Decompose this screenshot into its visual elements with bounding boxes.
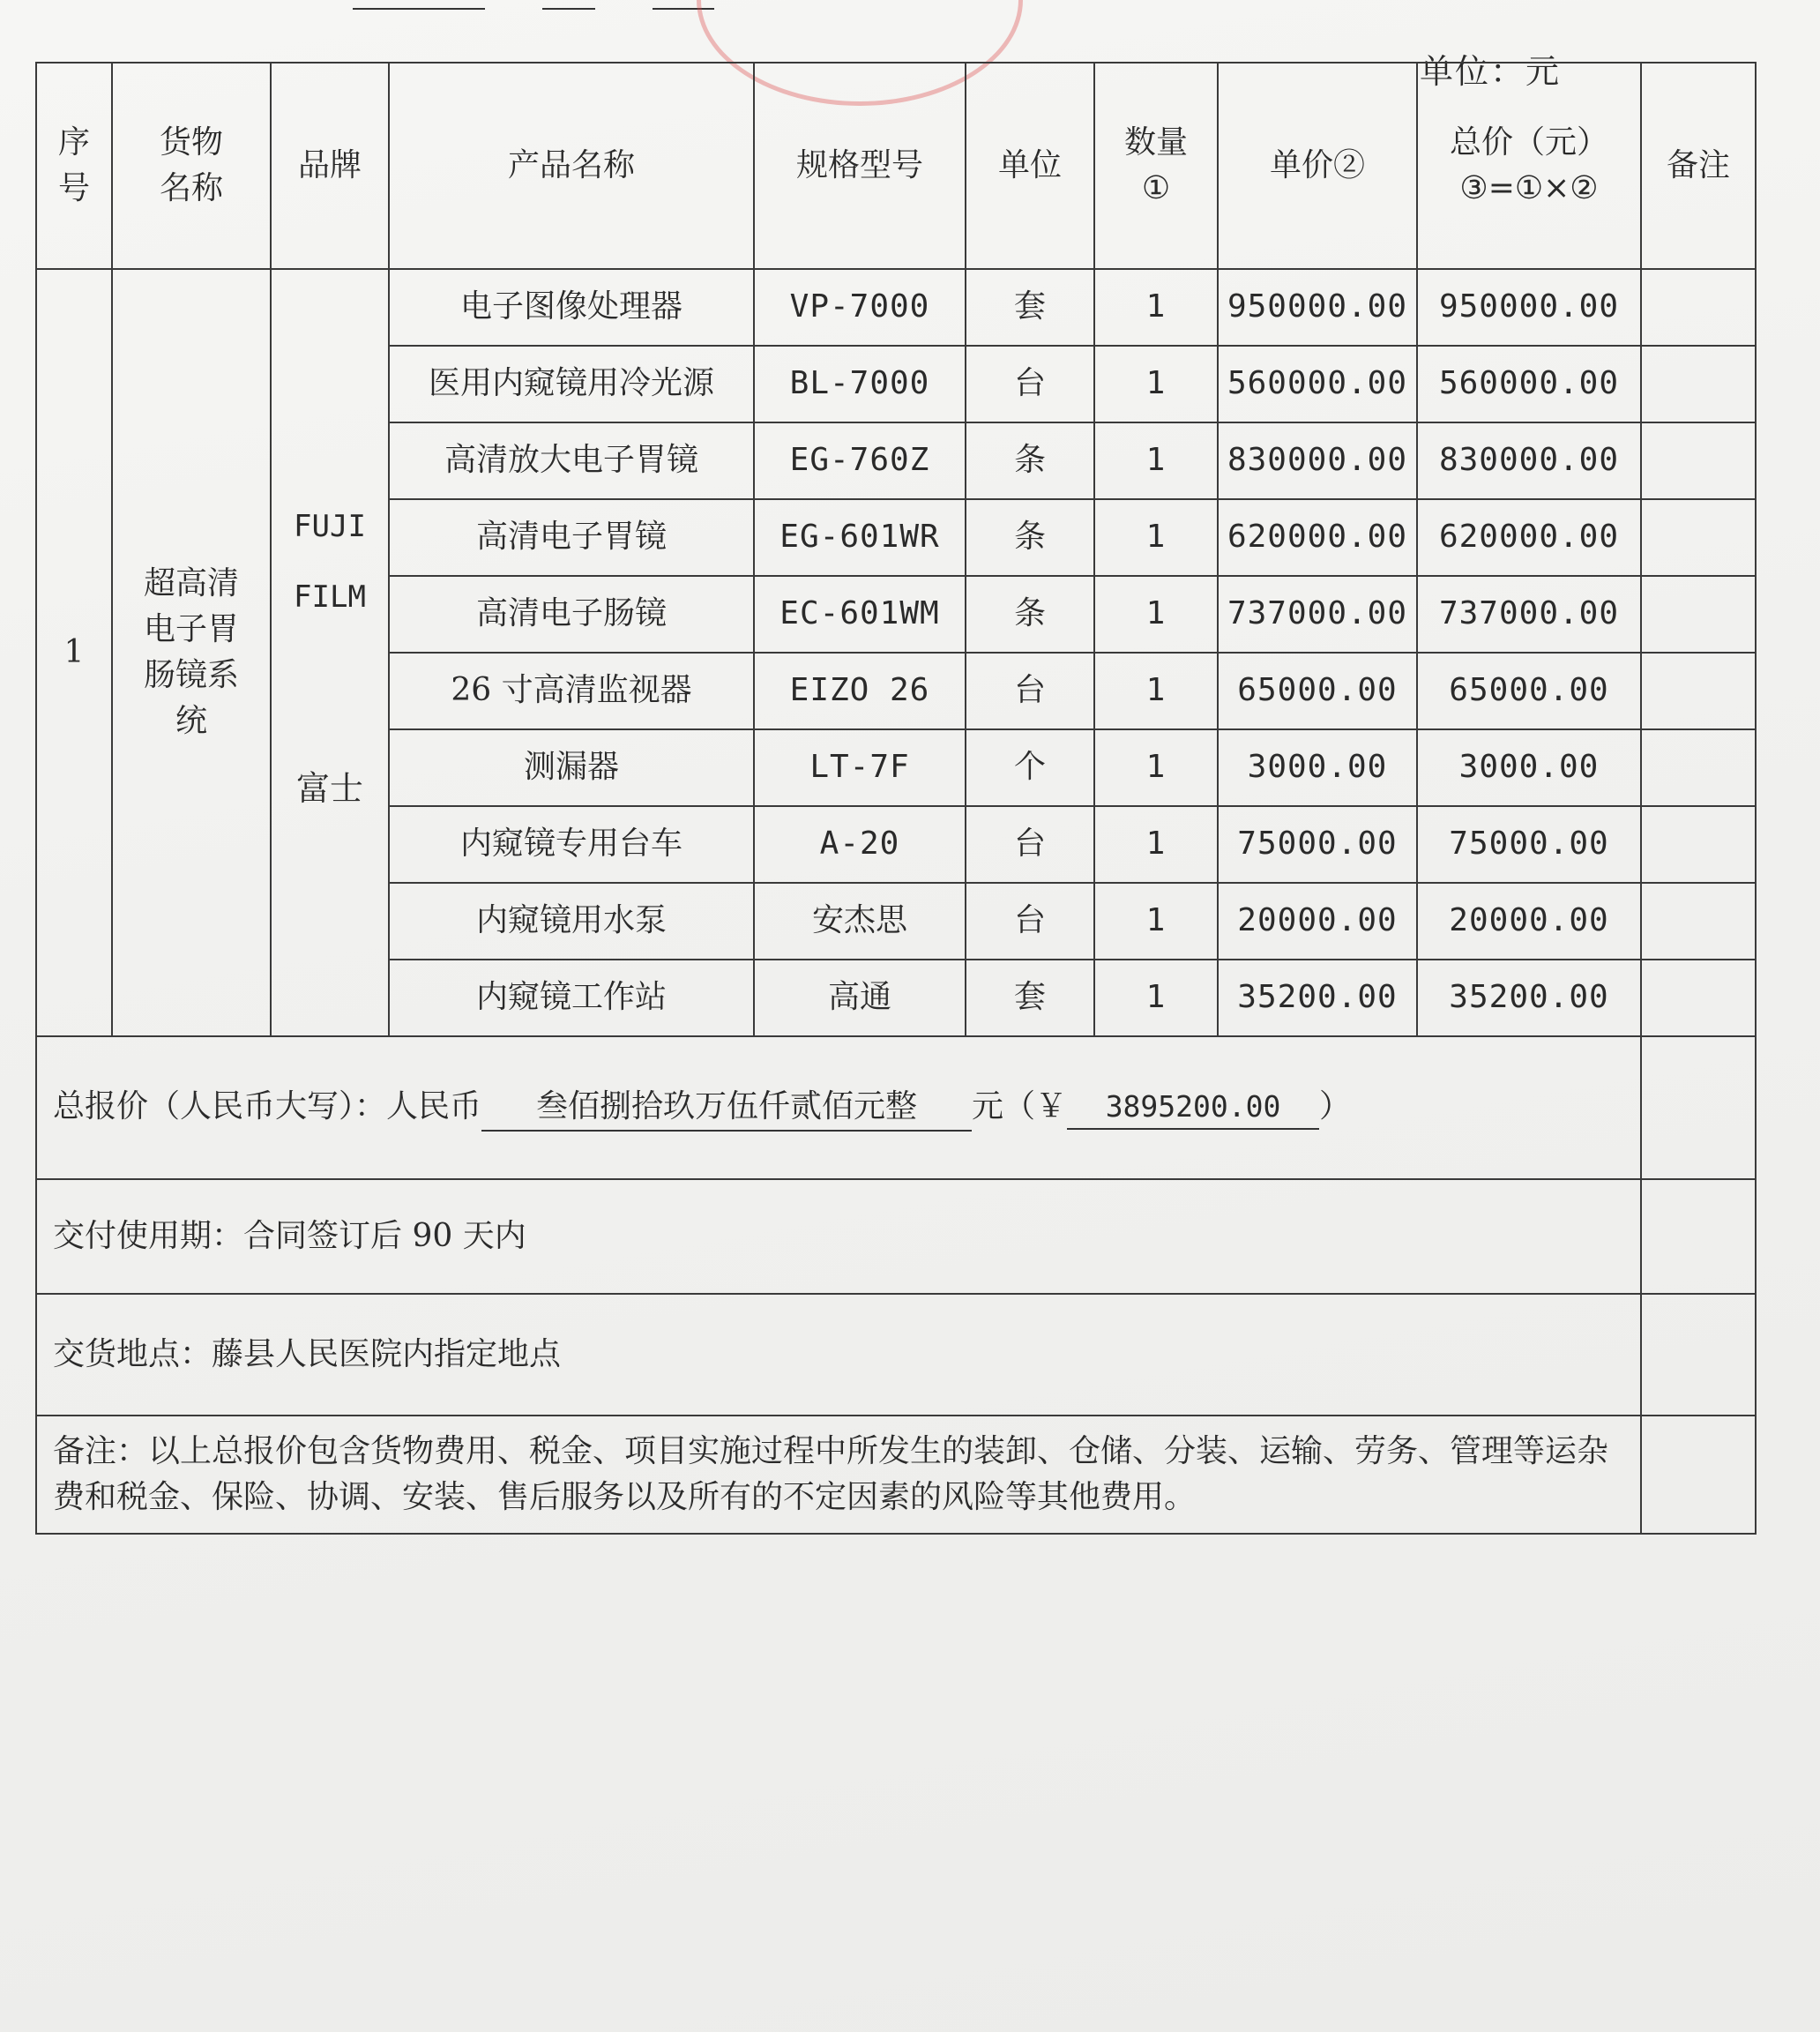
total-in-figures: 3895200.00: [1067, 1086, 1319, 1130]
brand-en-line: FUJI: [294, 509, 366, 545]
quantity: 1: [1094, 269, 1218, 346]
quantity: 1: [1094, 883, 1218, 960]
unit-price: 65000.00: [1218, 653, 1417, 729]
product-name: 医用内窥镜用冷光源: [389, 346, 754, 422]
product-name: 电子图像处理器: [389, 269, 754, 346]
col-header-seq: 序 号: [36, 63, 112, 269]
unit-price: 20000.00: [1218, 883, 1417, 960]
spec-model: LT-7F: [754, 729, 966, 806]
brand-cell: [271, 269, 389, 1036]
delivery-period: 交付使用期：合同签订后 90 天内: [36, 1179, 1641, 1294]
remark: [1641, 806, 1756, 883]
brand-zh: 富士: [295, 769, 363, 809]
quantity: 1: [1094, 806, 1218, 883]
total-price: 65000.00: [1417, 653, 1641, 729]
quantity: 1: [1094, 576, 1218, 653]
unit: 台: [966, 806, 1094, 883]
spec-model: EG-760Z: [754, 422, 966, 499]
total-price: 3000.00: [1417, 729, 1641, 806]
col-header-remark: 备注: [1641, 63, 1756, 269]
product-name: 内窥镜专用台车: [389, 806, 754, 883]
spec-model: EG-601WR: [754, 499, 966, 576]
quantity: 1: [1094, 729, 1218, 806]
unit-price: 35200.00: [1218, 960, 1417, 1036]
total-price: 737000.00: [1417, 576, 1641, 653]
quantity: 1: [1094, 960, 1218, 1036]
unit: 条: [966, 576, 1094, 653]
note-text: 备注：以上总报价包含货物费用、税金、项目实施过程中所发生的装卸、仓储、分装、运输、劳务、管理等运杂费和税金、保险、协调、安装、售后服务以及所有的不定因素的风险等其他费用。: [36, 1416, 1641, 1534]
col-header-total: 总价（元） ③=①×②: [1417, 63, 1641, 269]
product-name: 高清放大电子胃镜: [389, 422, 754, 499]
delivery-period-row: [36, 1179, 1756, 1294]
spec-model: BL-7000: [754, 346, 966, 422]
quotation-table: [35, 62, 1757, 1535]
total-price: 75000.00: [1417, 806, 1641, 883]
remark: [1641, 346, 1756, 422]
col-header-spec: 规格型号: [754, 63, 966, 269]
remark: [1641, 499, 1756, 576]
remark: [1641, 883, 1756, 960]
total-price: 20000.00: [1417, 883, 1641, 960]
product-name: 26 寸高清监视器: [389, 653, 754, 729]
unit: 台: [966, 346, 1094, 422]
remark: [1641, 269, 1756, 346]
delivery-place-row: [36, 1294, 1756, 1416]
seq-cell: 1: [36, 269, 112, 1036]
spec-model: 安杰思: [754, 883, 966, 960]
unit-price: 950000.00: [1218, 269, 1417, 346]
remark: [1641, 422, 1756, 499]
quantity: 1: [1094, 653, 1218, 729]
unit: 台: [966, 653, 1094, 729]
product-name: 内窥镜用水泵: [389, 883, 754, 960]
product-name: 高清电子肠镜: [389, 576, 754, 653]
spec-model: EC-601WM: [754, 576, 966, 653]
total-quote: 总报价（人民币大写）：人民币 叁佰捌拾玖万伍仟贰佰元整 元（￥ 3895200.00 ）: [36, 1036, 1641, 1179]
quantity: 1: [1094, 422, 1218, 499]
date-line-fragment: [353, 0, 741, 12]
remark: [1641, 653, 1756, 729]
spec-model: 高通: [754, 960, 966, 1036]
unit-price: 737000.00: [1218, 576, 1417, 653]
table-header-row: [36, 63, 1756, 269]
total-price: 35200.00: [1417, 960, 1641, 1036]
unit-price: 620000.00: [1218, 499, 1417, 576]
total-price: 830000.00: [1417, 422, 1641, 499]
remark: [1641, 729, 1756, 806]
product-name: 高清电子胃镜: [389, 499, 754, 576]
delivery-place: 交货地点：藤县人民医院内指定地点: [36, 1294, 1641, 1416]
note-row: [36, 1416, 1756, 1534]
unit: 台: [966, 883, 1094, 960]
table-row: [36, 269, 1756, 346]
quantity: 1: [1094, 346, 1218, 422]
col-header-goods: 货物 名称: [112, 63, 271, 269]
unit: 条: [966, 499, 1094, 576]
unit-price: 75000.00: [1218, 806, 1417, 883]
col-header-price: 单价②: [1218, 63, 1417, 269]
col-header-unit: 单位: [966, 63, 1094, 269]
spec-model: VP-7000: [754, 269, 966, 346]
spec-model: A-20: [754, 806, 966, 883]
col-header-qty: 数量 ①: [1094, 63, 1218, 269]
total-in-words: 叁佰捌拾玖万伍仟贰佰元整: [481, 1084, 972, 1132]
unit: 个: [966, 729, 1094, 806]
total-price: 620000.00: [1417, 499, 1641, 576]
product-name: 内窥镜工作站: [389, 960, 754, 1036]
unit: 条: [966, 422, 1094, 499]
unit: 套: [966, 269, 1094, 346]
quantity: 1: [1094, 499, 1218, 576]
unit-note: 单位：元: [1420, 52, 1562, 91]
unit-price: 830000.00: [1218, 422, 1417, 499]
product-name: 测漏器: [389, 729, 754, 806]
spec-model: EIZO 26: [754, 653, 966, 729]
unit-price: 3000.00: [1218, 729, 1417, 806]
remark: [1641, 576, 1756, 653]
total-quote-row: [36, 1036, 1756, 1179]
remark: [1641, 960, 1756, 1036]
goods-name-cell: 超高清 电子胃 肠镜系 统: [112, 269, 271, 1036]
total-price: 560000.00: [1417, 346, 1641, 422]
unit: 套: [966, 960, 1094, 1036]
col-header-brand: 品牌: [271, 63, 389, 269]
col-header-product: 产品名称: [389, 63, 754, 269]
brand-en-line: FILM: [294, 579, 366, 616]
total-price: 950000.00: [1417, 269, 1641, 346]
unit-price: 560000.00: [1218, 346, 1417, 422]
